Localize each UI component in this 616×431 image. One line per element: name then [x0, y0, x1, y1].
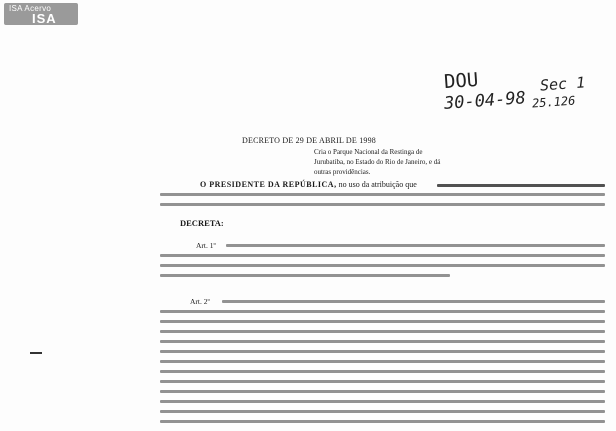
illegible-text-line [160, 320, 605, 323]
illegible-text-line [160, 410, 605, 413]
preamble-rest: no uso da atribuição que [338, 180, 417, 189]
illegible-text-line [437, 184, 605, 187]
handwritten-section: Sec 1 [539, 73, 586, 95]
decree-ementa [314, 147, 482, 177]
ementa-line: Cria o Parque Nacional da Restinga de [314, 148, 423, 156]
illegible-text-line [226, 244, 605, 247]
handwritten-page: 25.126 [531, 93, 576, 111]
decree-heading: DECRETO DE 29 DE ABRIL DE 1998 [242, 136, 376, 145]
logo-line-2: ISA [32, 11, 57, 26]
illegible-text-line [222, 300, 605, 303]
illegible-text-line [160, 254, 605, 257]
illegible-text-line [160, 330, 605, 333]
illegible-text-line [160, 390, 605, 393]
illegible-text-line [160, 380, 605, 383]
illegible-text-line [160, 370, 605, 373]
handwritten-date: 30-04-98 [443, 88, 527, 114]
illegible-text-line [160, 420, 605, 423]
illegible-text-line [160, 310, 605, 313]
margin-mark [30, 352, 42, 354]
illegible-text-line [160, 274, 450, 277]
ementa-line: outras providências. [314, 168, 371, 176]
article-2-lead: Art. 2º [190, 297, 210, 306]
isa-acervo-logo [4, 3, 78, 25]
illegible-text-line [160, 400, 605, 403]
ementa-line: Jurubatiba, no Estado do Rio de Janeiro, e dá [314, 158, 441, 166]
preamble-lead: O PRESIDENTE DA REPÚBLICA, [200, 180, 337, 189]
illegible-text-line [160, 203, 605, 206]
illegible-text-line [160, 360, 605, 363]
illegible-text-line [160, 193, 605, 196]
illegible-text-line [160, 264, 605, 267]
decreta-heading: DECRETA: [180, 218, 224, 228]
logo-line-1: ISA Acervo [9, 4, 52, 13]
preamble [200, 180, 417, 189]
illegible-text-line [160, 350, 605, 353]
illegible-text-line [160, 340, 605, 343]
handwritten-publication: DOU [443, 68, 480, 94]
article-1-lead: Art. 1º [196, 241, 216, 250]
